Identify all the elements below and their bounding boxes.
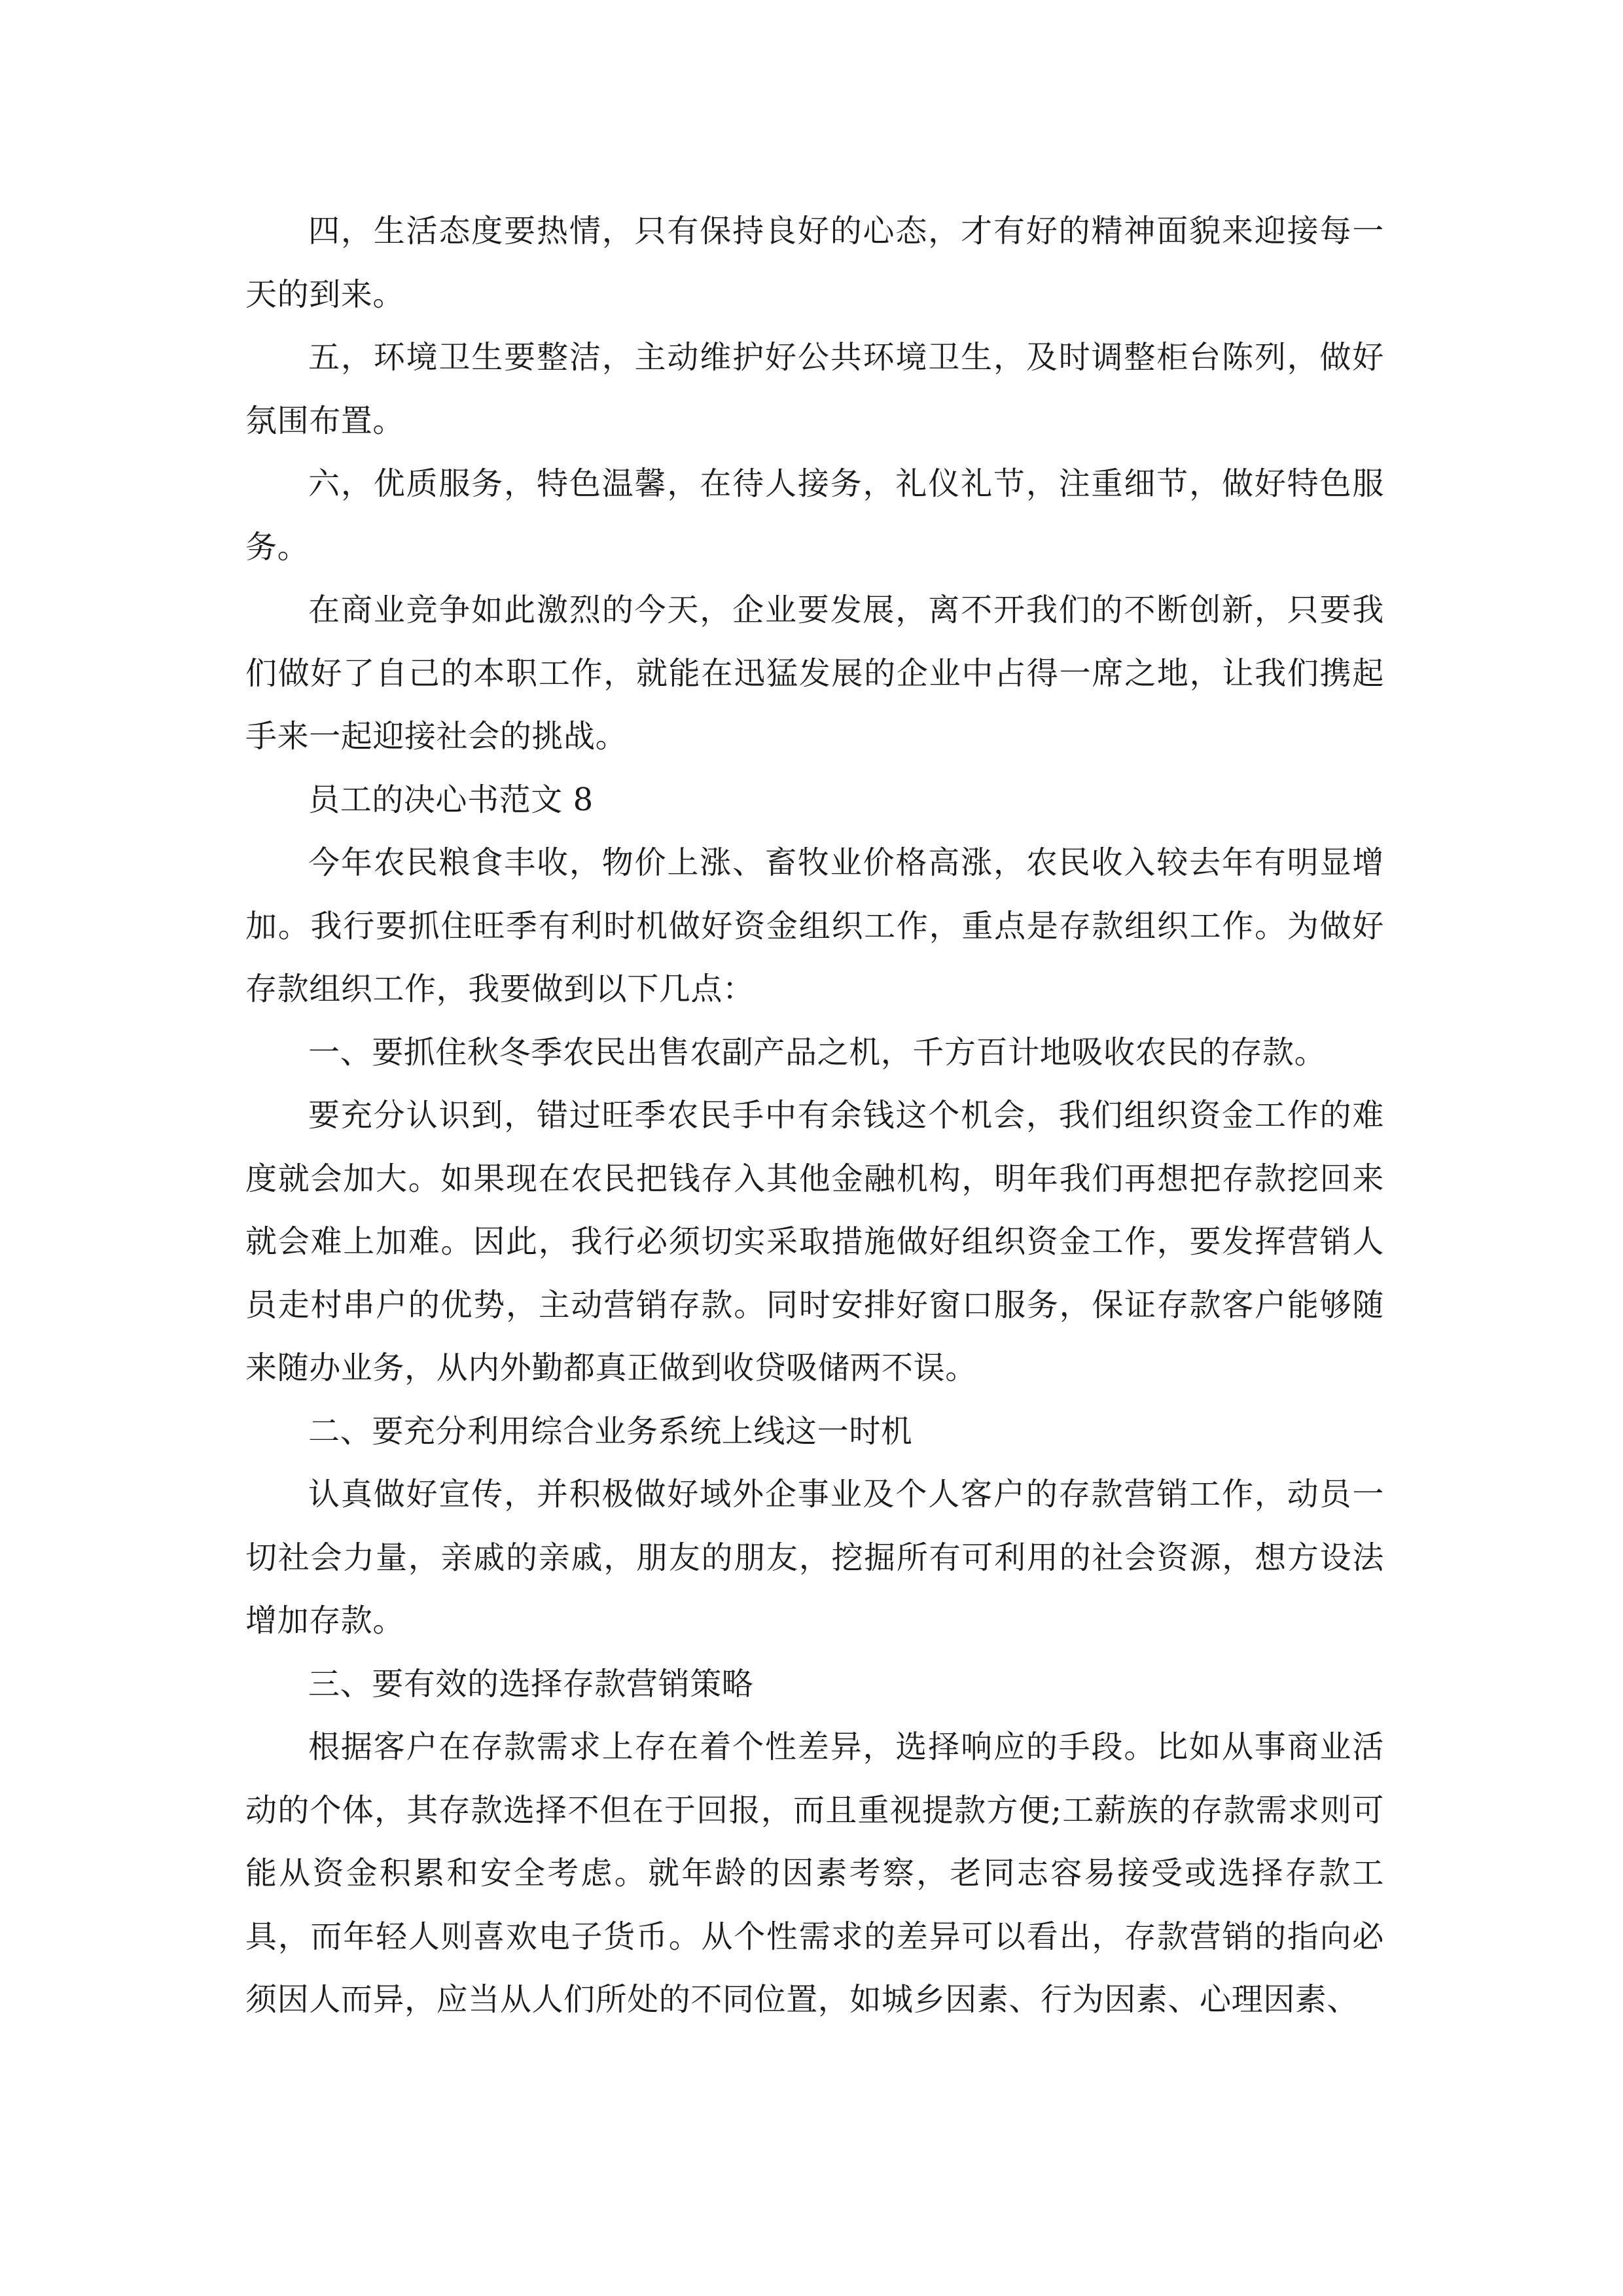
- paragraph-service: 六，优质服务，特色温馨，在待人接务，礼仪礼节，注重细节，做好特色服务。: [245, 465, 1384, 565]
- paragraph-point-one: 一、要抓住秋冬季农民出售农副产品之机，千方百计地吸收农民的存款。: [308, 1033, 1327, 1071]
- paragraph-point-three-detail: 根据客户在存款需求上存在着个性差异，选择响应的手段。比如从事商业活动的个体，其存款选择不但在于回报，而且重视提款方便;工薪族的存款需求则可能从资金积累和安全考虑。就年龄的因素考察，老同志容易接受或选择存款工具，而年轻人则喜欢电子货币。从个性需求的差异可以看出，存款营销的指向必须因人而异，应当从人们所处的不同位置，如城乡因素、行为因素、心理因素、: [245, 1729, 1384, 2018]
- paragraph-point-one-detail: 要充分认识到，错过旺季农民手中有余钱这个机会，我们组织资金工作的难度就会加大。如果现在农民把钱存入其他金融机构，明年我们再想把存款挖回来就会难上加难。因此，我行必须切实采取措施做好组织资金工作，要发挥营销人员走村串户的优势，主动营销存款。同时安排好窗口服务，保证存款客户能够随来随办业务，从内外勤都真正做到收贷吸储两不误。: [245, 1097, 1384, 1386]
- paragraph-intro: 今年农民粮食丰收，物价上涨、畜牧业价格高涨，农民收入较去年有明显增加。我行要抓住旺季有利时机做好资金组织工作，重点是存款组织工作。为做好存款组织工作，我要做到以下几点：: [245, 844, 1384, 1007]
- paragraph-attitude: 四，生活态度要热情，只有保持良好的心态，才有好的精神面貌来迎接每一天的到来。: [245, 213, 1384, 313]
- section-title: 员工的决心书范文 8: [308, 781, 594, 818]
- paragraph-hygiene: 五，环境卫生要整洁，主动维护好公共环境卫生，及时调整柜台陈列，做好氛围布置。: [245, 339, 1384, 439]
- paragraph-point-two: 二、要充分利用综合业务系统上线这一时机: [308, 1412, 913, 1450]
- paragraph-point-three: 三、要有效的选择存款营销策略: [308, 1665, 754, 1702]
- paragraph-conclusion: 在商业竞争如此激烈的今天，企业要发展，离不开我们的不断创新，只要我们做好了自己的本职工作，就能在迅猛发展的企业中占得一席之地，让我们携起手来一起迎接社会的挑战。: [245, 592, 1384, 755]
- paragraph-point-two-detail: 认真做好宣传，并积极做好域外企事业及个人客户的存款营销工作，动员一切社会力量，亲戚的亲戚，朋友的朋友，挖掘所有可利用的社会资源，想方设法增加存款。: [245, 1476, 1384, 1639]
- document-body: [245, 200, 1384, 2032]
